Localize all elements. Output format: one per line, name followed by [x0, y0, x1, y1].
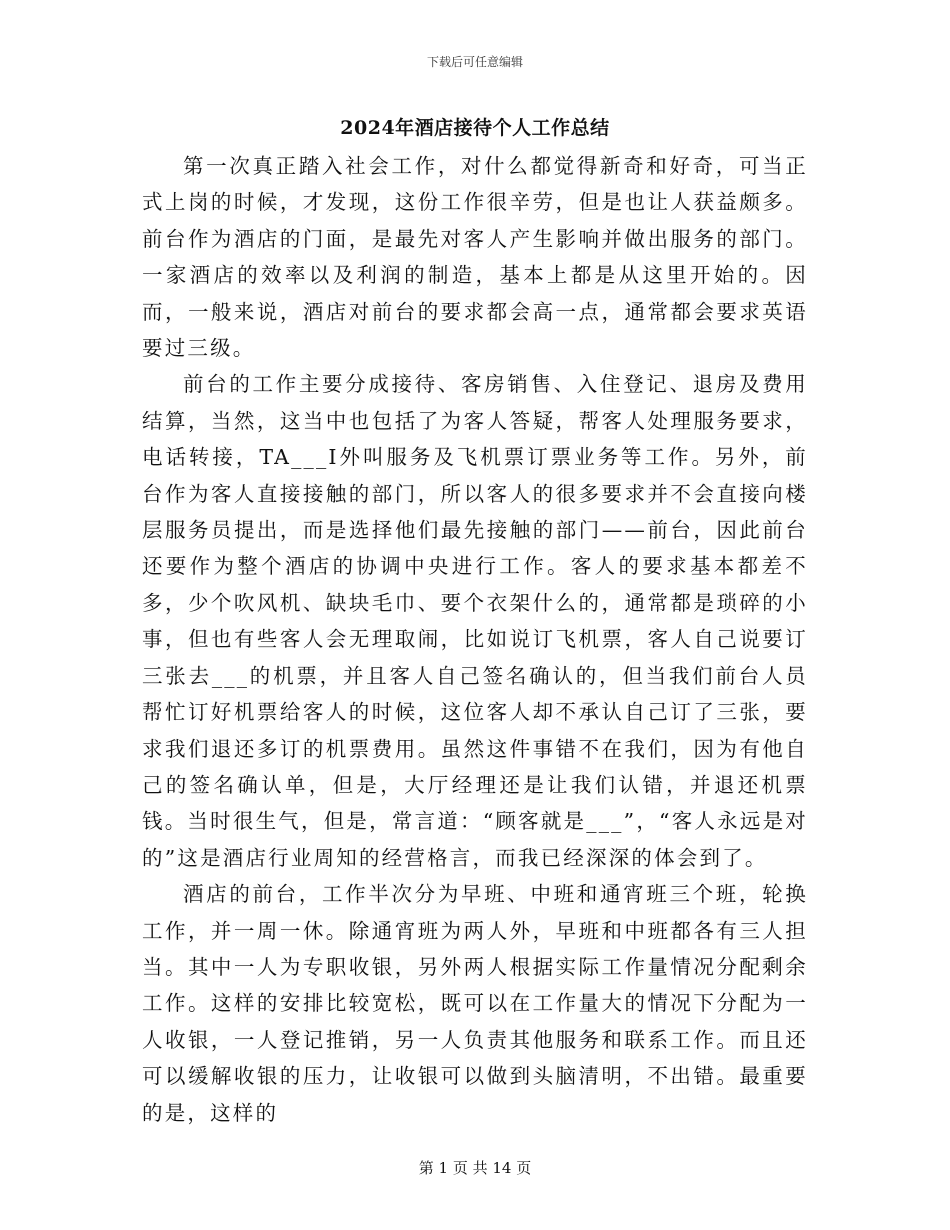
paragraph-2: 前台的工作主要分成接待、客房销售、入住登记、退房及费用结算，当然，这当中也包括了为客人答疑，帮客人处理服务要求，电话转接，TA___I外叫服务及飞机票订票业务等工作。另外，前台作为客人直接接触的部门，所以客人的很多要求并不会直接向楼层服务员提出，而是选择他们最先接触的部门——前台，因此前台还要作为整个酒店的协调中央进行工作。客人的要求基本都差不多，少个吹风机、缺块毛巾、要个衣架什么的，通常都是琐碎的小事，但也有些客人会无理取闹，比如说订飞机票，客人自己说要订三张去___的机票，并且客人自己签名确认的，但当我们前台人员帮忙订好机票给客人的时候，这位客人却不承认自己订了三张，要求我们退还多订的机票费用。虽然这件事错不在我们，因为有他自己的签名确认单，但是，大厅经理还是让我们认错，并退还机票钱。当时很生气，但是，常言道：“顾客就是___”，“客人永远是对的”这是酒店行业周知的经营格言，而我已经深深的体会到了。	[142, 372, 808, 870]
page-number-footer: 第 1 页 共 14 页	[418, 1159, 532, 1177]
page-header-note: 下载后可任意编辑	[426, 55, 523, 69]
document-body	[142, 148, 808, 1131]
document-title: 2024年酒店接待个人工作总结	[340, 117, 610, 139]
paragraph-3: 酒店的前台，工作半次分为早班、中班和通宵班三个班，轮换工作，并一周一休。除通宵班为两人外，早班和中班都各有三人担当。其中一人为专职收银，另外两人根据实际工作量情况分配剩余工作。这样的安排比较宽松，既可以在工作量大的情况下分配为一人收银，一人登记推销，另一人负责其他服务和联系工作。而且还可以缓解收银的压力，让收银可以做到头脑清明，不出错。最重要的是，这样的	[142, 882, 808, 1125]
paragraph-1: 第一次真正踏入社会工作，对什么都觉得新奇和好奇，可当正式上岗的时候，才发现，这份工作很辛劳，但是也让人获益颇多。前台作为酒店的门面，是最先对客人产生影响并做出服务的部门。一家酒店的效率以及利润的制造，基本上都是从这里开始的。因而，一般来说，酒店对前台的要求都会高一点，通常都会要求英语要过三级。	[142, 154, 808, 361]
